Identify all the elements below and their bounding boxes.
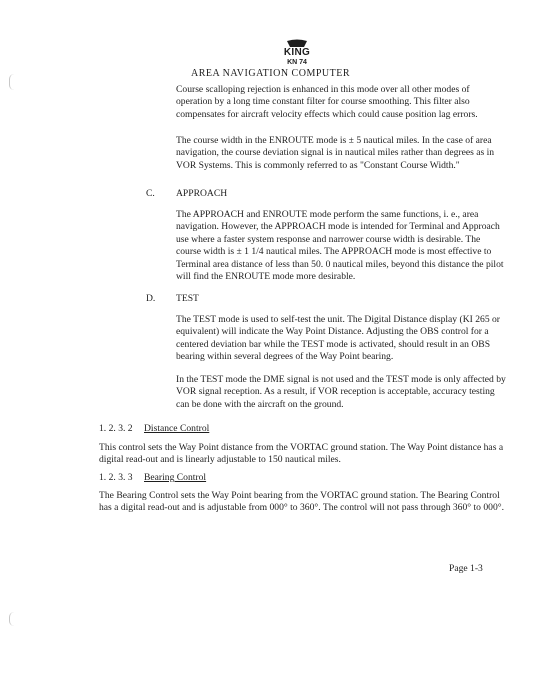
section-d-heading: TEST <box>176 293 199 304</box>
section-d-paragraph-2: In the TEST mode the DME signal is not used and the TEST mode is only affected by VOR signal reception. As a result, if VOR reception is acceptable, accuracy testing can be done with the aircraft on the ground. <box>176 374 506 410</box>
section-c-paragraph: The APPROACH and ENROUTE mode perform the same functions, i. e., area navigation. However, the APPROACH mode is intended for Terminal and Approach use where a faster system response and narrower course width is desirable. The course width is ± 1 1/4 nautical miles. The APPROACH mode is most effective to Terminal area distance of less than 50. 0 nautical miles, beyond this distance the pilot will find the ENROUTE mode more desirable. <box>176 209 504 283</box>
section-1233-title: Bearing Control <box>144 472 207 483</box>
intro-paragraph-1: Course scalloping rejection is enhanced in this mode over all other modes of operation by a long time constant filter for course smoothing. This filter also compensates for aircraft velocity effects which could cause position lag errors. <box>176 84 478 120</box>
page-header-title: AREA NAVIGATION COMPUTER <box>190 68 351 79</box>
binding-mark-top <box>9 74 14 90</box>
section-1233-text: The Bearing Control sets the Way Point bearing from the VORTAC ground station. The Bearing Control has a digital read-out and is adjustable from 000° to 360°. The control will not pass through 360° to 000°. <box>99 490 504 514</box>
intro-paragraph-2: The course width in the ENROUTE mode is ± 5 nautical miles. In the case of area navigation, the course deviation signal is in nautical miles rather than degrees as in VOR Systems. This is commonly referred to as "Constant Course Width." <box>176 135 495 171</box>
binding-mark-bottom <box>9 612 14 626</box>
section-c-heading: APPROACH <box>176 188 228 199</box>
section-c-marker: C. <box>146 188 155 199</box>
logo-brand: KING <box>283 47 311 58</box>
logo-model: KN 74 <box>287 59 307 66</box>
section-1232-title: Distance Control <box>144 423 210 434</box>
king-logo <box>282 39 312 66</box>
section-1232-text: This control sets the Way Point distance from the VORTAC ground station. The Way Point distance has a digital read-out and is linearly adjustable to 150 nautical miles. <box>99 442 504 466</box>
section-d-paragraph-1: The TEST mode is used to self-test the unit. The Digital Distance display (KI 265 or equivalent) will indicate the Way Point Distance. Adjusting the OBS control for a centered deviation bar while the TEST mode is activated, should result in an OBS bearing within several degrees of the Way Point bearing. <box>176 314 500 363</box>
section-d-marker: D. <box>146 293 156 304</box>
section-1233-number: 1. 2. 3. 3 <box>99 472 133 483</box>
section-1232-number: 1. 2. 3. 2 <box>99 423 133 434</box>
page-number: Page 1-3 <box>449 563 483 574</box>
